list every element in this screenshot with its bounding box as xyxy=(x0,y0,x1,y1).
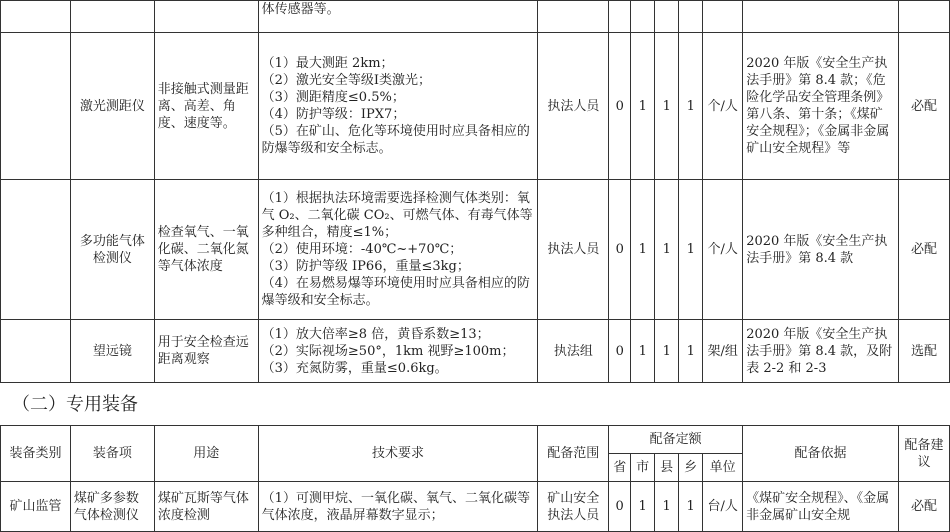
suggestion-cell xyxy=(899,1,950,33)
scope-cell xyxy=(538,1,609,33)
item-cell: 激光测距仪 xyxy=(70,33,154,180)
scope-cell: 矿山安全执法人员 xyxy=(538,482,609,532)
tech-cell xyxy=(258,320,538,383)
county-cell: 1 xyxy=(655,33,679,180)
suggestion-cell: 选配 xyxy=(899,320,950,383)
township-cell: 1 xyxy=(679,482,703,532)
township-cell xyxy=(679,1,703,33)
header-suggestion: 配备建议 xyxy=(898,426,949,482)
table-row xyxy=(1,320,950,383)
province-cell: 0 xyxy=(609,180,631,320)
header-unit: 单位 xyxy=(703,454,743,482)
tech-line: （1）根据执法环境需要选择检测气体类别：氧气 O₂、二氧化碳 CO₂、可燃气体、有毒气体等多种组合，精度≤1%； xyxy=(261,191,533,240)
unit-cell: 台/人 xyxy=(703,482,743,532)
tech-line: （2）使用环境：-40℃~+70℃； xyxy=(261,242,463,257)
category-cell xyxy=(1,320,71,383)
county-cell xyxy=(655,1,679,33)
tech-line: （2）实际视场≥50°，1km 视野≥100m； xyxy=(261,343,515,359)
unit-cell: 个/人 xyxy=(703,33,743,180)
province-cell: 0 xyxy=(609,33,631,180)
table-row xyxy=(1,1,950,33)
city-cell: 1 xyxy=(631,320,655,383)
city-cell: 1 xyxy=(631,33,655,180)
header-county: 县 xyxy=(655,454,679,482)
header-quota: 配备定额 xyxy=(609,426,743,454)
header-category: 装备类别 xyxy=(1,426,71,482)
scope-cell: 执法人员 xyxy=(538,33,609,180)
header-scope: 配备范围 xyxy=(538,426,609,482)
category-cell: 矿山监管 xyxy=(1,482,71,532)
tech-line: （3）充氮防雾，重量≤0.6kg。 xyxy=(261,360,448,376)
purpose-cell: 非接触式测量距离、高差、角度、速度等。 xyxy=(154,33,258,180)
tech-cell: （1）可测甲烷、一氧化碳、氧气、二氧化碳等气体浓度，液晶屏幕数字显示； xyxy=(258,482,538,532)
category-cell xyxy=(1,33,71,180)
province-cell xyxy=(609,1,631,33)
item-cell xyxy=(70,1,154,33)
tech-line: （1）最大测距 2km； xyxy=(261,56,394,71)
tech-line: （3）测距精度≤0.5%； xyxy=(261,90,405,105)
township-cell: 1 xyxy=(679,33,703,180)
suggestion-cell: 必配 xyxy=(899,33,950,180)
province-cell: 0 xyxy=(609,320,631,383)
purpose-cell: 煤矿瓦斯等气体浓度检测 xyxy=(154,482,258,532)
basis-cell: 2020 年版《安全生产执法手册》第 8.4 款，及附表 2-2 和 2-3 xyxy=(743,320,899,383)
suggestion-cell: 必配 xyxy=(899,180,950,320)
tech-line: （3）防护等级 IP66，重量≤3kg； xyxy=(261,259,470,274)
category-cell xyxy=(1,1,71,33)
table-row xyxy=(1,482,950,532)
special-equipment-table xyxy=(0,425,950,532)
tech-cell xyxy=(258,180,538,320)
county-cell: 1 xyxy=(655,482,679,532)
table-row xyxy=(1,180,950,320)
item-cell: 煤矿多参数气体检测仪 xyxy=(70,482,154,532)
tech-line: （4）在易燃易爆等环境使用时应具备相应的防爆等级和安全标志。 xyxy=(261,276,530,308)
header-row xyxy=(1,426,950,454)
header-province: 省 xyxy=(609,454,631,482)
township-cell: 1 xyxy=(679,180,703,320)
basis-cell: 2020 年版《安全生产执法手册》第 8.4 款；《危险化学品安全管理条例》第八条、第十条；《煤矿安全规程》；《金属非金属矿山安全规程》等 xyxy=(743,33,899,180)
item-cell: 望远镜 xyxy=(70,320,154,383)
basis-cell xyxy=(743,1,899,33)
purpose-cell: 用于安全检查远距离观察 xyxy=(154,320,258,383)
item-cell: 多功能气体检测仪 xyxy=(70,180,154,320)
unit-cell: 架/组 xyxy=(703,320,743,383)
tech-line: 体传感器等。 xyxy=(261,2,340,17)
suggestion-cell: 必配 xyxy=(898,482,949,532)
purpose-cell xyxy=(154,1,258,33)
header-purpose: 用途 xyxy=(154,426,258,482)
table-row xyxy=(1,33,950,180)
scope-cell: 执法人员 xyxy=(538,180,609,320)
tech-cell xyxy=(258,33,538,180)
header-city: 市 xyxy=(631,454,655,482)
tech-cell xyxy=(258,1,538,33)
unit-cell: 个/人 xyxy=(703,180,743,320)
category-cell xyxy=(1,180,71,320)
city-cell: 1 xyxy=(631,180,655,320)
tech-line: （2）激光安全等级Ⅰ类激光； xyxy=(261,73,432,88)
basis-cell: 2020 年版《安全生产执法手册》第 8.4 款 xyxy=(743,180,899,320)
unit-cell xyxy=(703,1,743,33)
tech-line: （4）防护等级：IPX7； xyxy=(261,107,406,122)
header-township: 乡 xyxy=(679,454,703,482)
tech-line: （1）放大倍率≥8 倍，黄昏系数≥13； xyxy=(261,326,490,342)
tech-line: （5）在矿山、危化等环境使用时应具备相应的防爆等级和安全标志。 xyxy=(261,124,530,156)
county-cell: 1 xyxy=(655,320,679,383)
scope-cell: 执法组 xyxy=(538,320,609,383)
header-item: 装备项 xyxy=(70,426,154,482)
purpose-cell: 检查氧气、一氧化碳、二氧化氮等气体浓度 xyxy=(154,180,258,320)
province-cell: 0 xyxy=(609,482,631,532)
basis-cell: 《煤矿安全规程》、《金属非金属矿山安全规 xyxy=(743,482,899,532)
county-cell: 1 xyxy=(655,180,679,320)
header-tech: 技术要求 xyxy=(258,426,538,482)
city-cell: 1 xyxy=(631,482,655,532)
township-cell: 1 xyxy=(679,320,703,383)
section-title: （二）专用装备 xyxy=(12,394,138,415)
header-basis: 配备依据 xyxy=(743,426,899,482)
city-cell xyxy=(631,1,655,33)
